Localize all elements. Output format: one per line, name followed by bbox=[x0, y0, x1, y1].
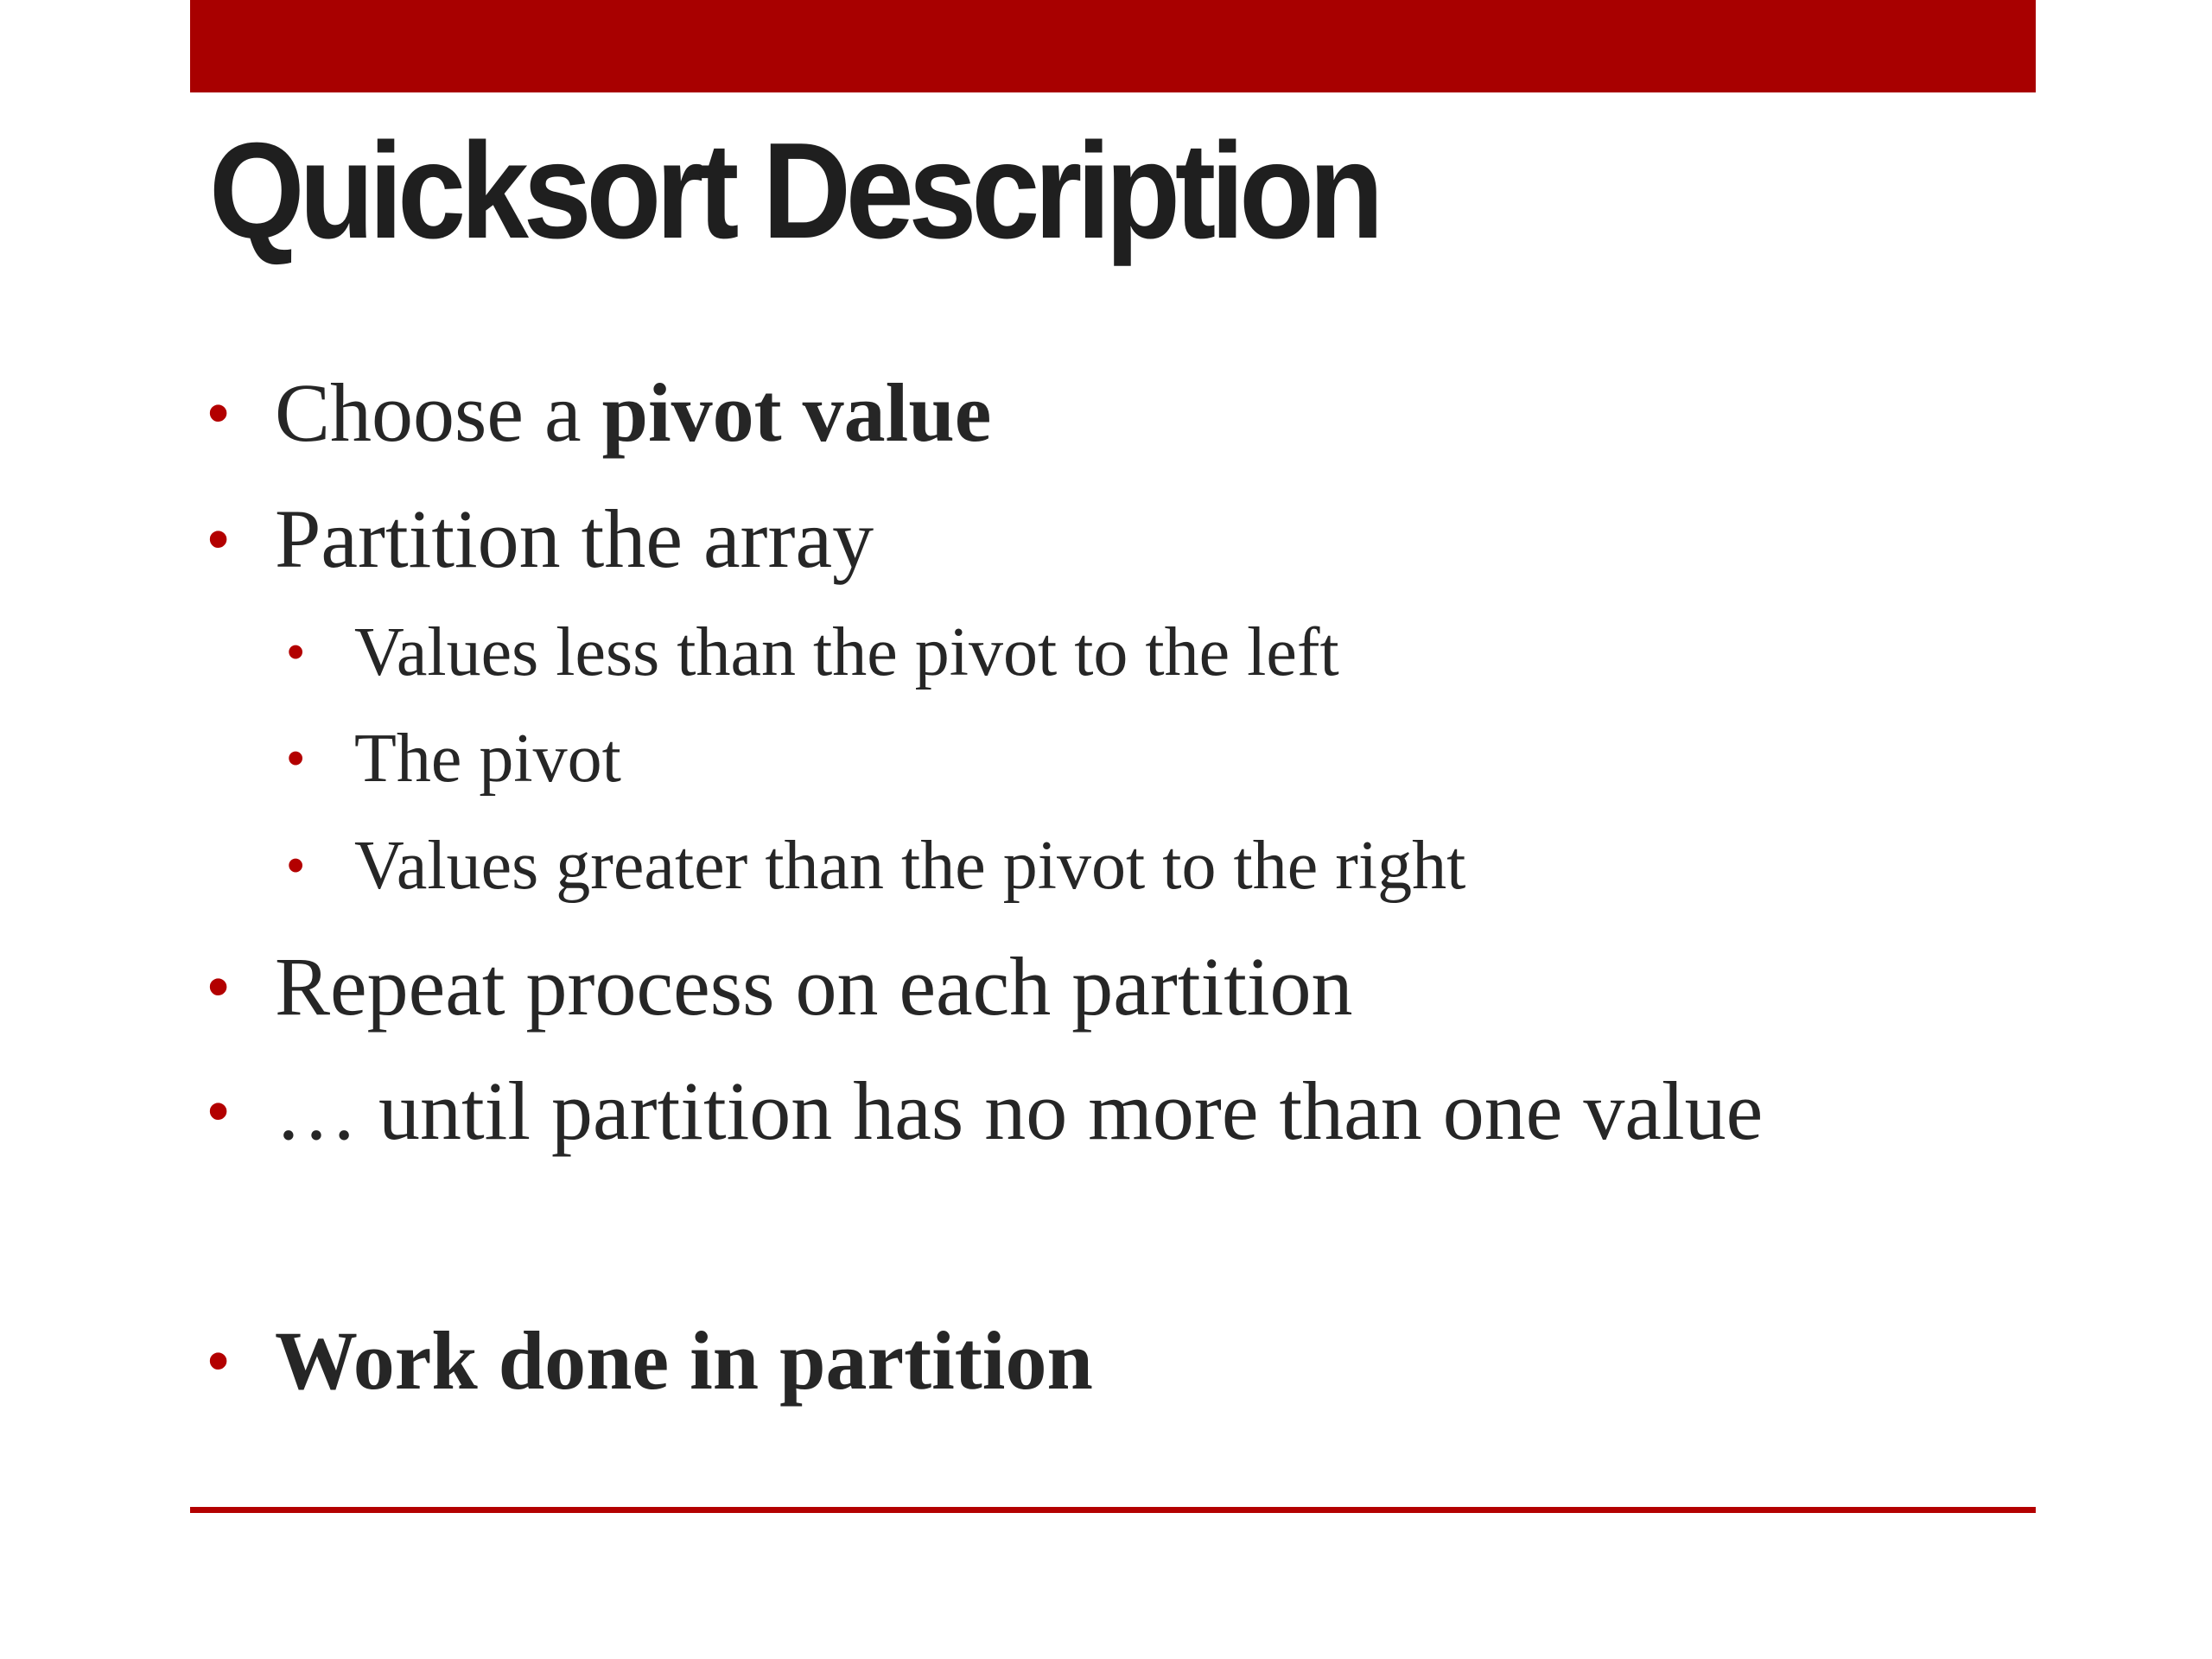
bullet-dot-icon: • bbox=[207, 1077, 230, 1146]
bullet-dot-icon: • bbox=[287, 837, 305, 893]
slide-title: Quicksort Description bbox=[209, 115, 1379, 267]
bullet-dot-icon: • bbox=[207, 378, 230, 448]
bullet-dot-icon: • bbox=[287, 624, 305, 680]
bullet-dot-icon: • bbox=[287, 730, 305, 786]
bullet-text: Work done in partition bbox=[275, 1314, 1093, 1407]
bullet-text: Values greater than the pivot to the right bbox=[354, 828, 1466, 904]
bullet-dot-icon: • bbox=[207, 1326, 230, 1395]
bullet-text: Repeat process on each partition bbox=[275, 940, 1353, 1033]
bullet-text: Values less than the pivot to the left bbox=[354, 614, 1339, 690]
bullet-text bbox=[275, 361, 991, 465]
bullet-text-plain: Choose a bbox=[275, 366, 602, 459]
bullet-text: … until partition has no more than one value bbox=[275, 1065, 1764, 1157]
bullet-text-bold: pivot value bbox=[601, 366, 992, 459]
bullet-text: The pivot bbox=[354, 721, 621, 797]
bullet-dot-icon: • bbox=[207, 952, 230, 1021]
bullet-text: Partition the array bbox=[275, 493, 874, 585]
bullet-dot-icon: • bbox=[207, 505, 230, 574]
bottom-divider bbox=[190, 1507, 2036, 1513]
